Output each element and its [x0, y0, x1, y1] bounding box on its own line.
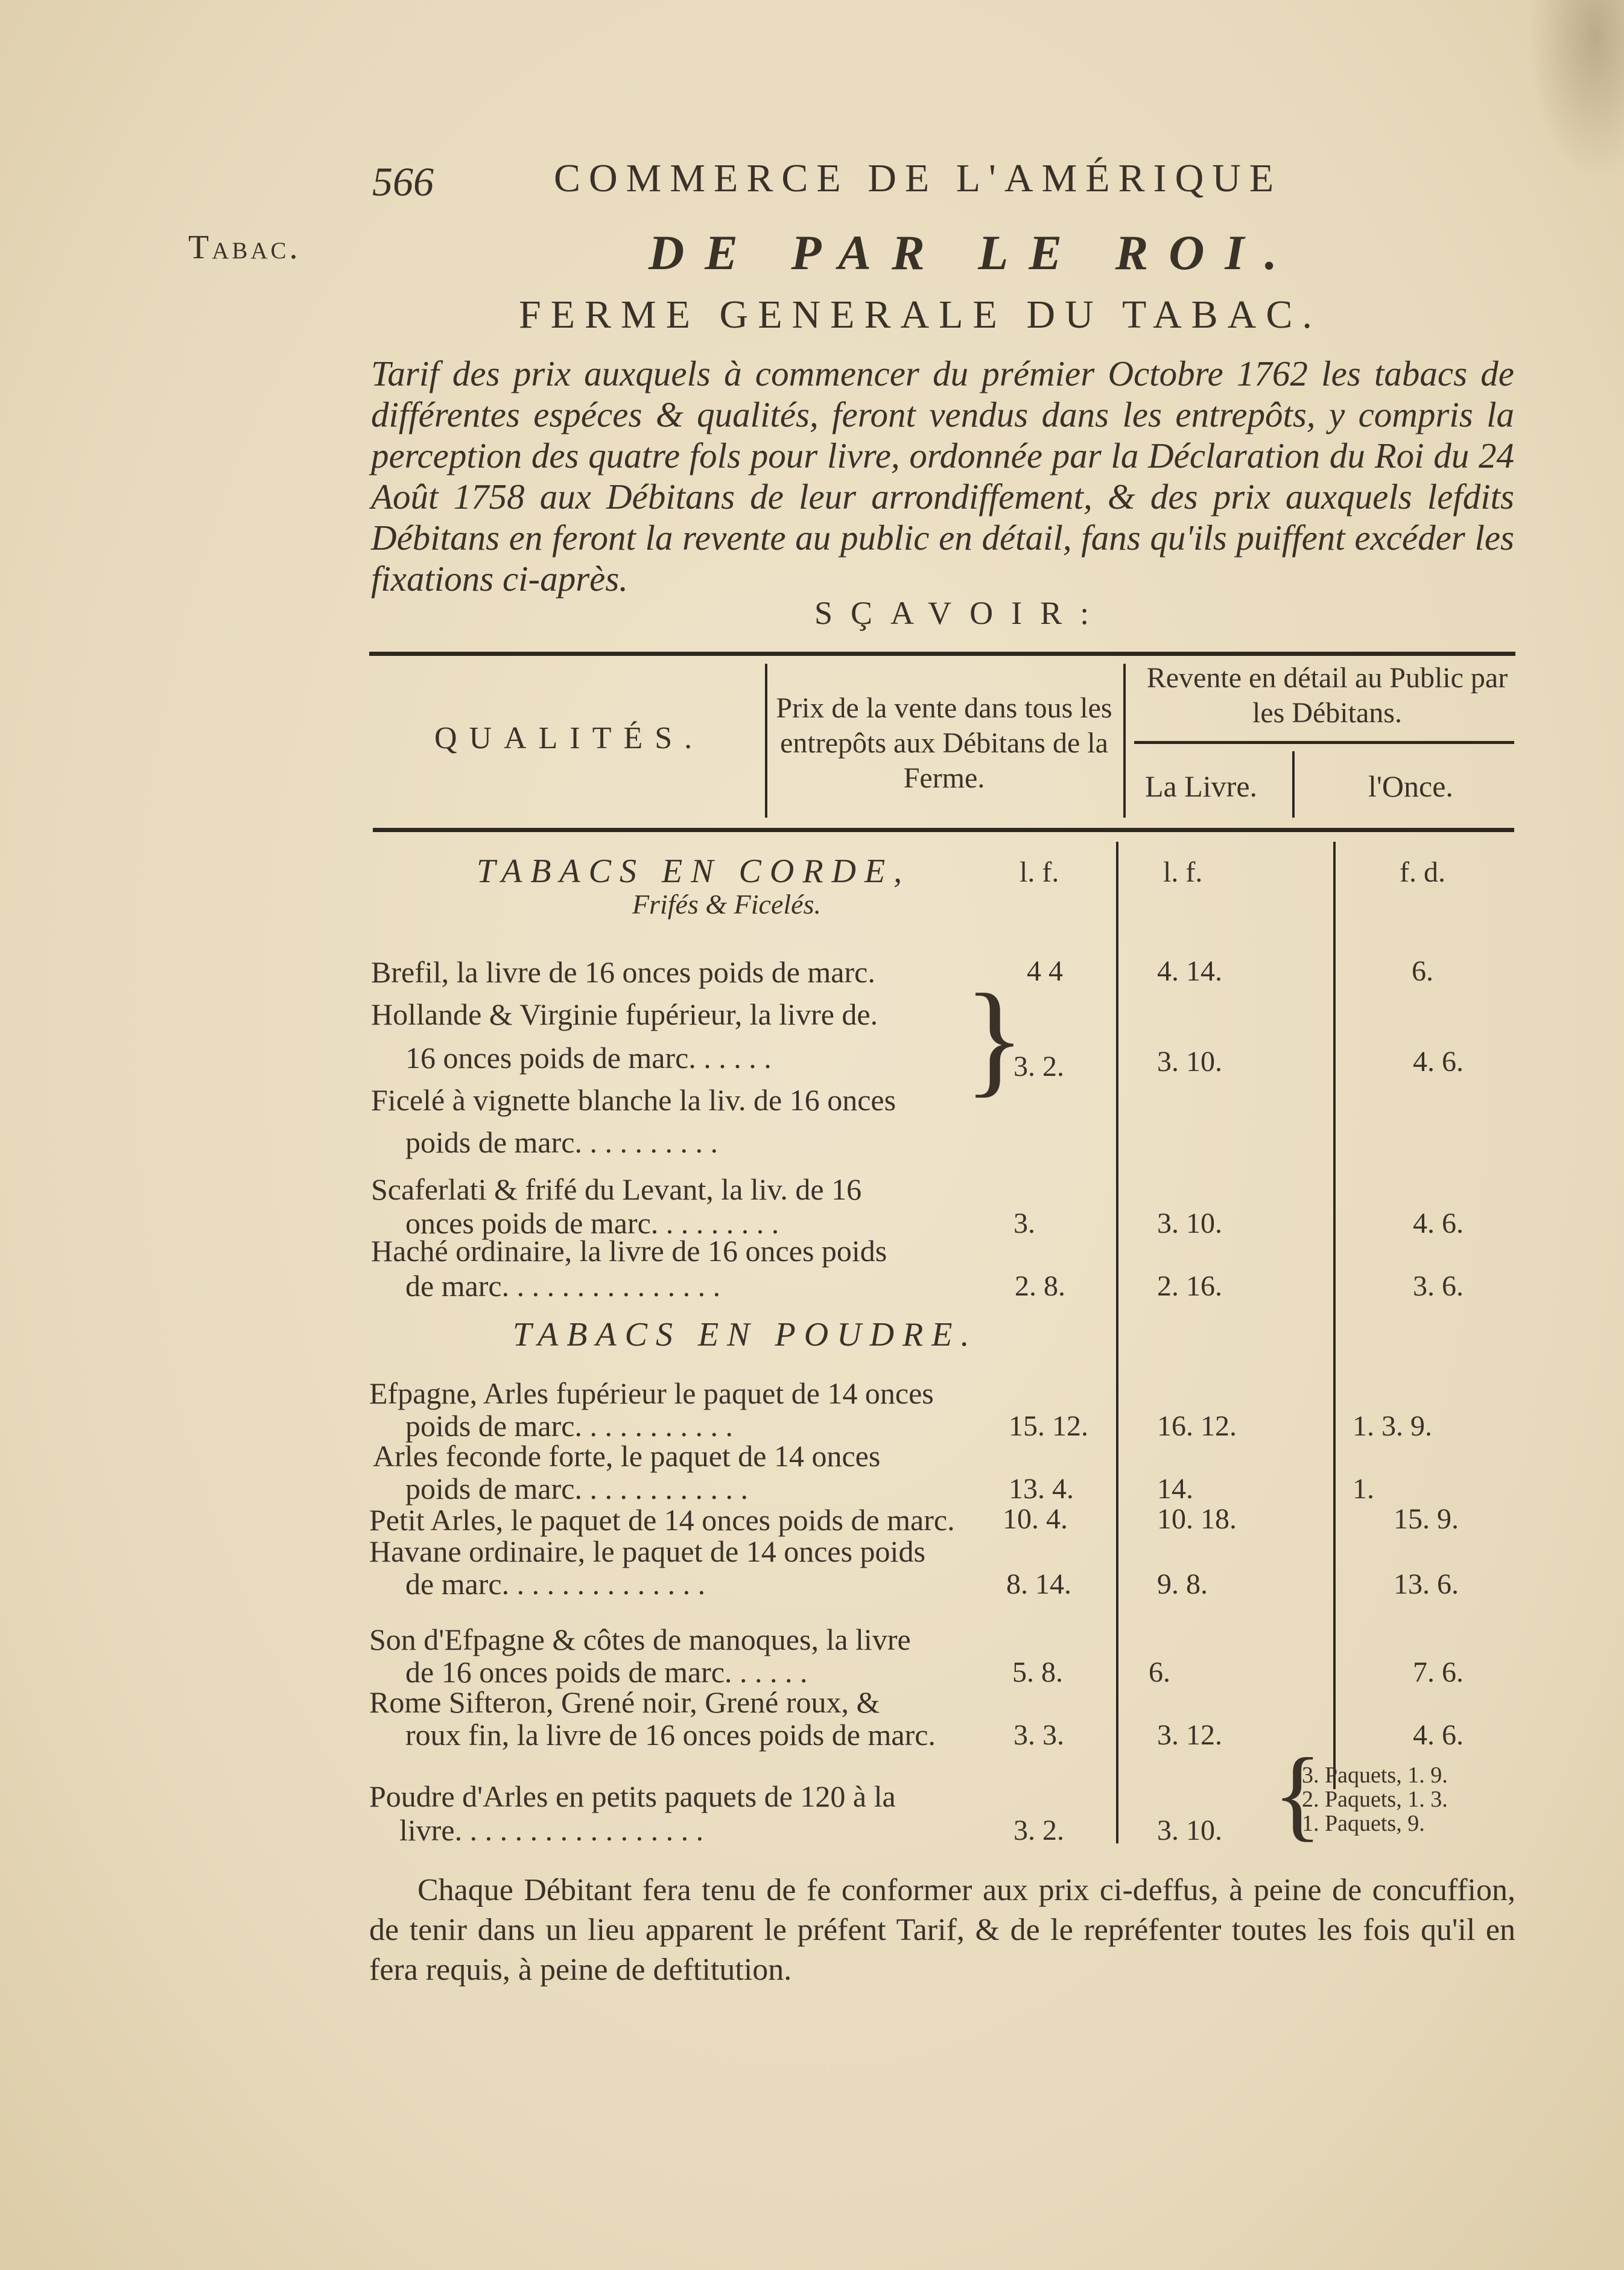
section-title-corde: TABACS EN CORDE,: [477, 853, 911, 890]
table-cell-livre: 14.: [1157, 1473, 1193, 1505]
table-cell-livre: 9. 8.: [1157, 1568, 1208, 1600]
table-row-desc: Arles feconde forte, le paquet de 14 onces: [373, 1439, 881, 1473]
table-row-desc: de marc. . . . . . . . . . . . . .: [405, 1567, 706, 1601]
qualites-header: QUALITÉS.: [434, 721, 705, 755]
table-cell-prix: 13. 4.: [1009, 1473, 1074, 1505]
table-cell-prix: 3.: [1013, 1207, 1035, 1239]
table-row-desc: Brefil, la livre de 16 onces poids de marc.: [371, 955, 875, 989]
table-cell-once: 3. 6.: [1413, 1270, 1464, 1302]
table-cell-prix: 3. 2.: [1013, 1814, 1064, 1846]
header-divider-2: [1123, 664, 1126, 818]
table-cell-once: 6.: [1412, 955, 1433, 987]
table-top-rule: [369, 652, 1515, 656]
table-row-desc: Efpagne, Arles fupérieur le paquet de 14 onces: [369, 1376, 934, 1410]
paquets-line: 1. Paquets, 9.: [1302, 1811, 1425, 1836]
table-row-desc: poids de marc. . . . . . . . . . .: [405, 1409, 733, 1443]
revente-header: Revente en détail au Public par les Débitans.: [1146, 662, 1508, 729]
table-cell-prix: 3. 2.: [1013, 1051, 1064, 1083]
table-row-desc: Poudre d'Arles en petits paquets de 120 à la: [369, 1779, 896, 1813]
paquets-brace: {: [1273, 1737, 1322, 1851]
units-livre: l. f.: [1163, 856, 1203, 888]
table-cell-livre: 3. 10.: [1157, 1814, 1222, 1846]
section-title-poudre: TABACS EN POUDRE.: [513, 1316, 978, 1353]
table-row-desc: Hollande & Virginie fupérieur, la livre de.: [371, 997, 878, 1031]
table-cell-prix: 15. 12.: [1009, 1410, 1088, 1442]
running-title: COMMERCE DE L'AMÉRIQUE: [554, 156, 1283, 200]
margin-note: Tabac.: [188, 229, 301, 266]
body-divider-1: [1116, 842, 1118, 1843]
table-row-desc: Petit Arles, le paquet de 14 onces poids de marc.: [369, 1503, 955, 1537]
table-cell-once: 1.: [1353, 1473, 1374, 1505]
table-cell-prix: 8. 14.: [1006, 1568, 1071, 1600]
table-cell-once: 4. 6.: [1413, 1719, 1464, 1751]
table-cell-livre: 2. 16.: [1157, 1270, 1222, 1302]
table-cell-once: 1. 3. 9.: [1353, 1410, 1432, 1442]
grouping-brace: }: [964, 968, 1025, 1108]
paquets-line: 3. Paquets, 1. 9.: [1302, 1763, 1448, 1788]
table-header-bottom-rule: [373, 828, 1514, 832]
la-livre-header: La Livre.: [1145, 769, 1258, 803]
table-cell-livre: 4. 14.: [1157, 955, 1222, 987]
section-subtitle-corde: Frifés & Ficelés.: [632, 889, 821, 920]
table-cell-prix: 2. 8.: [1015, 1270, 1065, 1302]
table-cell-livre: 6.: [1149, 1656, 1170, 1688]
table-row-desc: Son d'Efpagne & côtes de manoques, la livre: [369, 1623, 911, 1656]
table-row-desc: Haché ordinaire, la livre de 16 onces poids: [371, 1234, 887, 1268]
table-cell-prix: 4 4: [1027, 955, 1063, 987]
table-row-desc: Scaferlati & frifé du Levant, la liv. de 16: [371, 1172, 862, 1206]
footer-paragraph: Chaque Débitant fera tenu de fe conformer aux prix ci-deffus, à peine de concuffion, de tenir dans un lieu apparent le préfent Tarif, & de le repréfenter toutes les fois qu'il en fera requis, à peine de deftitution.: [369, 1873, 1515, 1987]
table-cell-once: 7. 6.: [1413, 1656, 1464, 1688]
units-prix: l. f.: [1020, 856, 1059, 888]
table-row-desc: roux fin, la livre de 16 onces poids de marc.: [405, 1718, 936, 1752]
table-row-desc: onces poids de marc. . . . . . . . .: [405, 1206, 779, 1240]
table-cell-once: 4. 6.: [1413, 1207, 1464, 1239]
intro-paragraph: Tarif des prix auxquels à commencer du prémier Octobre 1762 les tabacs de différentes espéces & qualités, feront vendus dans les entrepôts, y compris la perception des quatre fols pour livre, ordonnée par la Déclaration du Roi du 24 Août 1758 aux Débitans de leur arrondiffement, & des prix auxquels lefdits Débitans en feront la revente au public en détail, fans qu'ils puiffent excéder les fixations ci-après.: [371, 354, 1514, 599]
body-divider-2: [1333, 842, 1336, 1789]
paper-stain: [1527, 0, 1624, 181]
table-cell-once: 13. 6.: [1394, 1568, 1459, 1600]
table-row-desc: Rome Sifteron, Grené noir, Grené roux, &: [369, 1685, 880, 1719]
table-row-desc: Ficelé à vignette blanche la liv. de 16 onces: [371, 1083, 896, 1117]
table-row-desc: poids de marc. . . . . . . . . . . .: [405, 1472, 748, 1505]
table-row-desc: de marc. . . . . . . . . . . . . . .: [405, 1269, 721, 1303]
prix-header: Prix de la vente dans tous les entrepôts aux Débitans de la Ferme.: [776, 692, 1112, 794]
header-divider-1: [765, 664, 767, 818]
page-number: 566: [372, 159, 434, 205]
table-cell-prix: 10. 4.: [1003, 1503, 1068, 1535]
table-row-desc: de 16 onces poids de marc. . . . . .: [405, 1655, 808, 1689]
units-once: f. d.: [1400, 856, 1445, 888]
table-row-desc: livre. . . . . . . . . . . . . . . . .: [399, 1813, 704, 1847]
table-row-desc: 16 onces poids de marc. . . . . .: [405, 1041, 772, 1075]
table-cell-livre: 3. 12.: [1157, 1719, 1222, 1751]
scavoir-heading: SÇAVOIR:: [814, 595, 1108, 631]
table-row-desc: Havane ordinaire, le paquet de 14 onces poids: [369, 1534, 925, 1568]
table-cell-once: 4. 6.: [1413, 1046, 1464, 1078]
table-cell-livre: 3. 10.: [1157, 1207, 1222, 1239]
header-divider-3: [1292, 751, 1295, 818]
table-cell-prix: 5. 8.: [1012, 1656, 1063, 1688]
table-cell-livre: 10. 18.: [1157, 1503, 1237, 1535]
table-cell-livre: 3. 10.: [1157, 1046, 1222, 1078]
table-cell-once: 15. 9.: [1394, 1503, 1459, 1535]
l-once-header: l'Once.: [1368, 769, 1453, 803]
table-cell-livre: 16. 12.: [1157, 1410, 1237, 1442]
table-row-desc: poids de marc. . . . . . . . . .: [405, 1125, 718, 1159]
table-cell-prix: 3. 3.: [1013, 1719, 1064, 1751]
institution-heading: FERME GENERALE DU TABAC.: [519, 293, 1322, 337]
paquets-line: 2. Paquets, 1. 3.: [1302, 1787, 1448, 1812]
proclamation-heading: DE PAR LE ROI.: [649, 225, 1298, 280]
revente-underline: [1134, 741, 1514, 744]
